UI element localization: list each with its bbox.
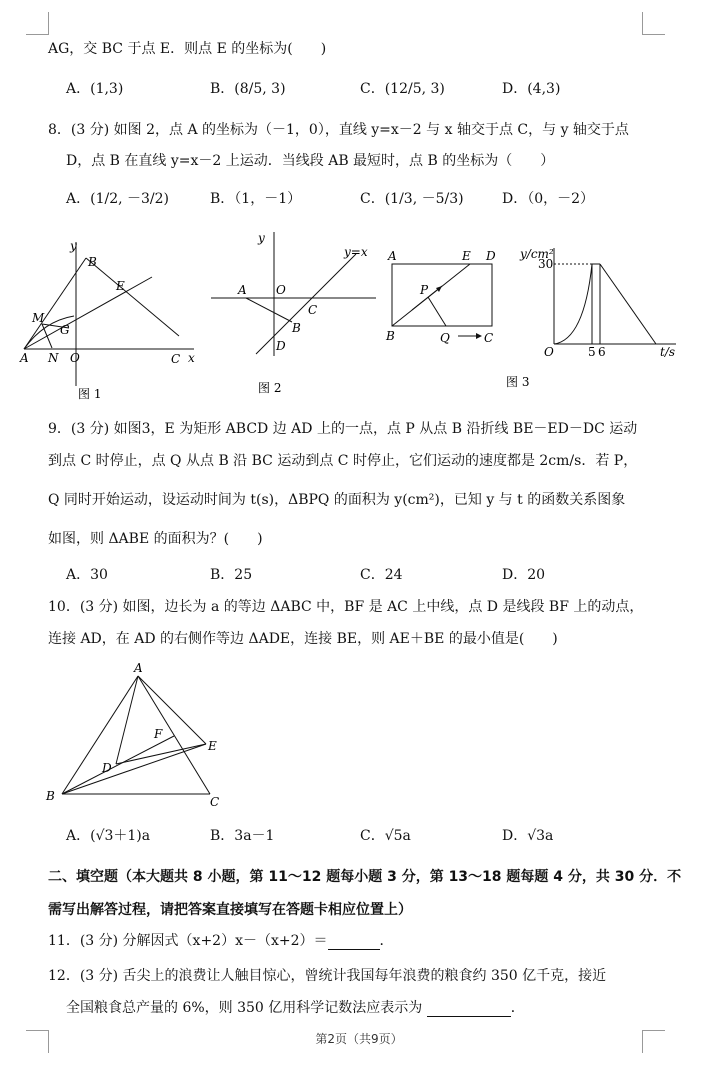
q7-option-a: A．(1,3) [66, 81, 124, 97]
fig1-label-e: E [116, 279, 125, 293]
question-10-line-1: 10．(3 分) 如图，边长为 a 的等边 ΔABC 中，BF 是 AC 上中线，点 D 是线段 BF 上的动点， [48, 599, 644, 615]
section-2-heading-line-1: 二、填空题（本大题共 8 小题，第 11～12 题每小题 3 分，第 13～18 题每题 4 分，共 30 分．不 [48, 869, 682, 885]
fig2-label-o: O [276, 283, 286, 297]
fig3-graph-label-o: O [544, 345, 554, 359]
q10-fig-label-f: F [154, 727, 163, 741]
q10-option-d: D．√3a [502, 828, 554, 844]
fig3-label-a: A [388, 249, 397, 263]
fig1-label-x: x [188, 351, 195, 365]
q8-option-a: A．(1/2, －3/2) [66, 191, 169, 207]
figure-1 [14, 236, 204, 406]
q9-option-c: C．24 [360, 567, 403, 583]
fig3-label-p: P [420, 283, 429, 297]
fig2-label-c: C [308, 303, 318, 317]
fig1-label-y: y [70, 239, 77, 253]
fig2-label-d: D [276, 339, 286, 353]
fig1-label-g: G [60, 323, 70, 337]
fig3-label-q: Q [440, 331, 450, 345]
q9-option-d: D．20 [502, 567, 546, 583]
section-2-heading-line-2: 需写出解答过程，请把答案直接填写在答题卡相应位置上） [48, 902, 412, 918]
fig1-label-b: B [88, 255, 97, 269]
q11-answer-blank[interactable] [328, 935, 380, 950]
corner-mark-top-left [26, 12, 49, 35]
fig2-label-b: B [292, 321, 301, 335]
q8-option-d: D．（0，－2） [502, 191, 595, 207]
question-10-line-2: 连接 AD，在 AD 的右侧作等边 ΔADE，连接 BE，则 AE＋BE 的最小值是( ) [48, 631, 558, 647]
q9-option-a: A．30 [66, 567, 108, 583]
q11-end: ． [379, 933, 394, 949]
page-footer: 第2页（共9页） [315, 1032, 403, 1046]
q8-option-b: B．（1，－1） [210, 191, 302, 207]
q8-option-c: C．(1/3, －5/3) [360, 191, 464, 207]
q7-option-b: B．(8/5, 3) [210, 81, 286, 97]
corner-mark-top-right [642, 12, 665, 35]
fig1-label-a: A [20, 351, 29, 365]
q12-answer-blank[interactable] [427, 1002, 511, 1017]
fig2-label-a: A [238, 283, 247, 297]
question-7-tail: AG，交 BC 于点 E．则点 E 的坐标为( ) [48, 41, 327, 57]
q10-option-c: C．√5a [360, 828, 411, 844]
figure-3-graph [504, 240, 684, 390]
question-9-line-3: Q 同时开始运动，设运动时间为 t(s)，ΔBPQ 的面积为 y(cm²)，已知 y 与 t 的函数关系图象 [48, 492, 626, 508]
question-9-line-1: 9．(3 分) 如图3，E 为矩形 ABCD 边 AD 上的一点，点 P 从点 B 沿折线 BE－ED－DC 运动 [48, 421, 638, 437]
q12-text: 全国粮食总产量的 6%，则 350 亿用科学记数法应表示为 [66, 1000, 423, 1016]
question-8-line-2: D，点 B 在直线 y=x－2 上运动．当线段 AB 最短时，点 B 的坐标为（ ） [66, 153, 555, 169]
question-9-line-2: 到点 C 时停止，点 Q 从点 B 沿 BC 运动到点 C 时停止，它们运动的速度都是 2cm/s．若 P， [48, 453, 638, 469]
question-8-line-1: 8．(3 分) 如图 2，点 A 的坐标为（－1，0），直线 y=x－2 与 x 轴交于点 C，与 y 轴交于点 [48, 122, 629, 138]
fig3-label-c: C [484, 331, 494, 345]
q7-option-c: C．(12/5, 3) [360, 81, 445, 97]
fig3-graph-label-y: y/cm² [520, 247, 554, 261]
fig1-caption: 图 1 [78, 387, 102, 401]
q10-fig-label-e: E [208, 739, 217, 753]
q11-text: 11．(3 分) 分解因式（x+2）x－（x+2）＝ [48, 933, 328, 949]
figure-3-rectangle [382, 244, 507, 349]
fig2-label-line: y=x [344, 245, 368, 259]
fig3-graph-label-6: 6 [598, 345, 606, 359]
fig1-label-c: C [171, 352, 181, 366]
fig3-label-e: E [462, 249, 471, 263]
q9-option-b: B．25 [210, 567, 253, 583]
question-9-line-4: 如图，则 ΔABE 的面积为？( ) [48, 531, 263, 547]
question-11 [48, 932, 394, 950]
fig3-graph-label-t: t/s [660, 345, 676, 359]
fig3-graph-label-5: 5 [588, 345, 596, 359]
fig3-caption: 图 3 [506, 375, 530, 389]
fig2-label-y: y [258, 231, 265, 245]
q10-fig-label-c: C [210, 795, 220, 809]
q10-fig-label-d: D [102, 761, 112, 775]
fig1-label-n: N [48, 351, 59, 365]
question-12-line-1: 12．(3 分) 舌尖上的浪费让人触目惊心，曾统计我国每年浪费的粮食约 350 亿千克，接近 [48, 968, 607, 984]
fig1-label-o: O [70, 351, 80, 365]
q10-fig-label-b: B [46, 789, 55, 803]
figure-q10-triangle [40, 658, 240, 810]
question-12-line-2 [66, 999, 525, 1017]
q10-option-b: B．3a－1 [210, 828, 275, 844]
fig3-label-d: D [486, 249, 496, 263]
q10-option-a: A．(√3＋1)a [66, 828, 151, 844]
fig2-caption: 图 2 [258, 381, 282, 395]
fig1-label-m: M [32, 311, 45, 325]
fig3-label-b: B [386, 329, 395, 343]
q7-option-d: D．(4,3) [502, 81, 561, 97]
q12-end: ． [510, 1000, 525, 1016]
fig3-graph-label-30: 30 [538, 257, 554, 271]
q10-fig-label-a: A [134, 661, 143, 675]
figure-2 [206, 226, 381, 401]
